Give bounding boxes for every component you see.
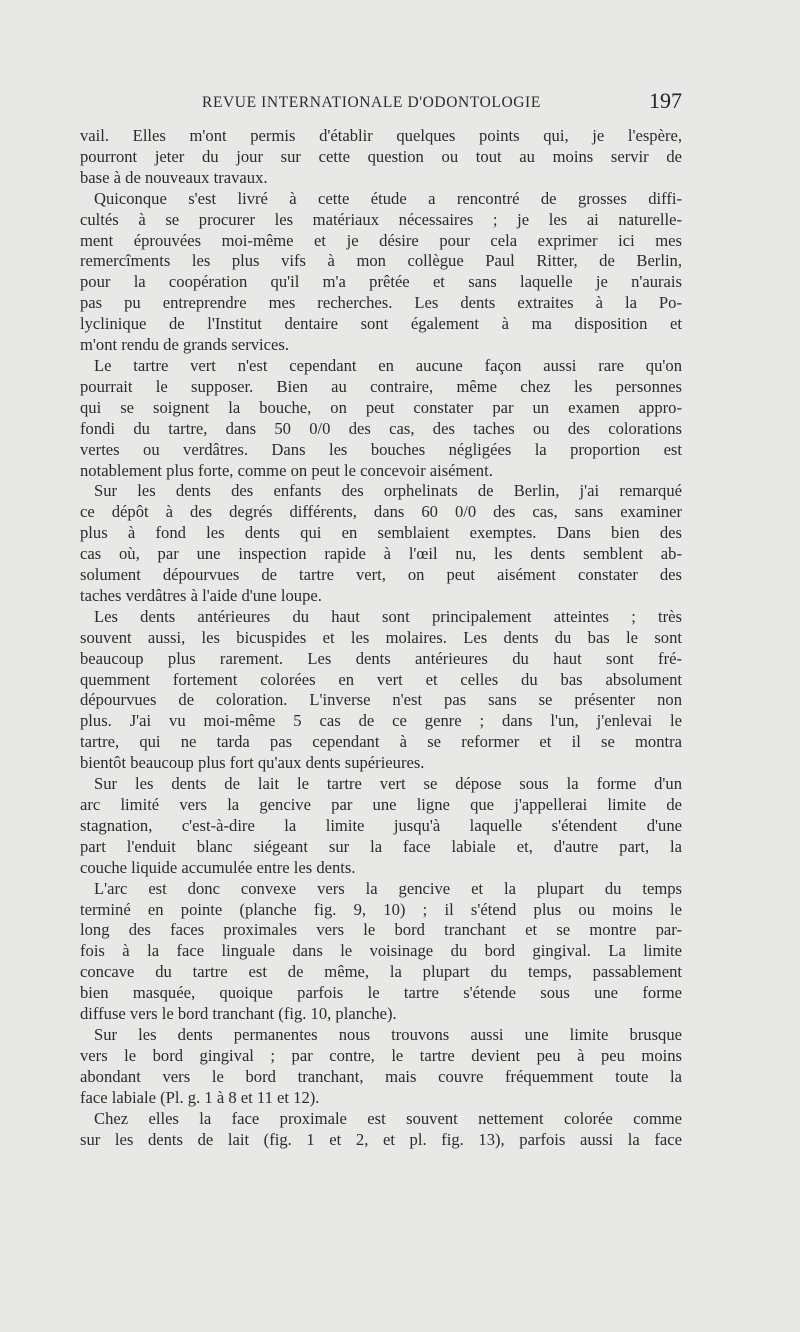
text-line: souvent aussi, les bicuspides et les molaires. Les dents du bas le sont [80, 627, 682, 647]
text-line: Les dents antérieures du haut sont principalement atteintes ; très [94, 606, 682, 626]
text-line: diffuse vers le bord tranchant (fig. 10, planche). [80, 1004, 397, 1024]
text-line: couche liquide accumulée entre les dents. [80, 857, 356, 877]
text-line: remercîments les plus vifs à mon collègue Paul Ritter, de Berlin, [80, 251, 682, 271]
body-text [80, 126, 682, 1150]
text-line: plus. J'ai vu moi-même 5 cas de ce genre ; dans l'un, j'enlevai le [80, 711, 682, 731]
text-line: cas où, par une inspection rapide à l'œil nu, les dents semblent ab- [80, 544, 682, 564]
paragraph [80, 774, 682, 879]
text-line: pourrait le supposer. Bien au contraire, même chez les personnes [80, 376, 682, 396]
text-line: taches verdâtres à l'aide d'une loupe. [80, 585, 322, 605]
text-line: face labiale (Pl. g. 1 à 8 et 11 et 12). [80, 1087, 320, 1107]
text-line: beaucoup plus rarement. Les dents antérieures du haut sont fré- [80, 648, 682, 668]
text-line: fois à la face linguale dans le voisinage du bord gingival. La limite [80, 941, 682, 961]
text-line: part l'enduit blanc siégeant sur la face labiale et, d'autre part, la [80, 836, 682, 856]
text-line: Sur les dents de lait le tartre vert se dépose sous la forme d'un [94, 774, 682, 794]
text-line: pas pu entreprendre mes recherches. Les dents extraites à la Po- [80, 293, 682, 313]
text-line: vertes ou verdâtres. Dans les bouches négligées la proportion est [80, 439, 682, 459]
text-line: stagnation, c'est-à-dire la limite jusqu'à laquelle s'étendent d'une [80, 815, 682, 835]
text-line: terminé en pointe (planche fig. 9, 10) ; il s'étend plus ou moins le [80, 899, 682, 919]
page-number: 197 [649, 88, 682, 113]
text-line: pourront jeter du jour sur cette question ou tout au moins servir de [80, 146, 682, 166]
paragraph [80, 356, 682, 481]
text-line: long des faces proximales vers le bord tranchant et se montre par- [80, 920, 682, 940]
text-line: dépourvues de coloration. L'inverse n'est pas sans se présenter non [80, 690, 682, 710]
text-line: bien masquée, quoique parfois le tartre s'étende sous une forme [80, 983, 682, 1003]
text-line: m'ont rendu de grands services. [80, 335, 289, 355]
text-line: tartre, qui ne tarda pas cependant à se reformer et il se montra [80, 732, 682, 752]
paragraph [80, 481, 682, 606]
text-line: fondi du tartre, dans 50 0/0 des cas, des taches ou des colorations [80, 418, 682, 438]
text-line: cultés à se procurer les matériaux nécessaires ; je les ai naturelle- [80, 209, 682, 229]
text-line: Sur les dents des enfants des orphelinats de Berlin, j'ai remarqué [94, 481, 682, 501]
text-line: solument dépourvues de tartre vert, on peut aisément constater des [80, 565, 682, 585]
text-line: pour la coopération qu'il m'a prêtée et sans laquelle je n'aurais [80, 272, 682, 292]
text-line: Chez elles la face proximale est souvent nettement colorée comme [94, 1108, 682, 1128]
text-line: plus à fond les dents qui en semblaient exemptes. Dans bien des [80, 523, 682, 543]
text-line: lyclinique de l'Institut dentaire sont également à ma disposition et [80, 314, 682, 334]
text-line: ce dépôt à des degrés différents, dans 60 0/0 des cas, sans examiner [80, 502, 682, 522]
text-line: quemment fortement colorées en vert et celles du bas absolument [80, 669, 682, 689]
text-line: concave du tartre est de même, la plupart du temps, passablement [80, 962, 682, 982]
text-line: notablement plus forte, comme on peut le concevoir aisément. [80, 460, 493, 480]
text-line: Le tartre vert n'est cependant en aucune façon aussi rare qu'on [94, 355, 682, 375]
page-header [80, 88, 682, 122]
paragraph [80, 1109, 682, 1151]
text-line: Sur les dents permanentes nous trouvons aussi une limite brusque [94, 1024, 682, 1044]
paragraph [80, 189, 682, 356]
text-line: vail. Elles m'ont permis d'établir quelques points qui, je l'espère, [80, 126, 682, 145]
paragraph [80, 126, 682, 189]
text-line: L'arc est donc convexe vers la gencive et la plupart du temps [94, 878, 682, 898]
paragraph [80, 607, 682, 774]
paragraph [80, 1025, 682, 1109]
text-line: bientôt beaucoup plus fort qu'aux dents supérieures. [80, 753, 425, 773]
text-line: abondant vers le bord tranchant, mais couvre fréquemment toute la [80, 1066, 682, 1086]
running-head: REVUE INTERNATIONALE D'ODONTOLOGIE [202, 94, 541, 111]
text-line: sur les dents de lait (fig. 1 et 2, et pl. fig. 13), parfois aussi la face [80, 1129, 682, 1149]
text-line: arc limité vers la gencive par une ligne que j'appellerai limite de [80, 795, 682, 814]
paragraph [80, 879, 682, 1025]
text-line: vers le bord gingival ; par contre, le tartre devient peu à peu moins [80, 1045, 682, 1065]
text-line: Quiconque s'est livré à cette étude a rencontré de grosses diffi- [94, 188, 682, 208]
text-line: qui se soignent la bouche, on peut constater par un examen appro- [80, 397, 682, 417]
text-line: ment éprouvées moi-même et je désire pour cela exprimer ici mes [80, 230, 682, 250]
text-line: base à de nouveaux travaux. [80, 167, 268, 187]
